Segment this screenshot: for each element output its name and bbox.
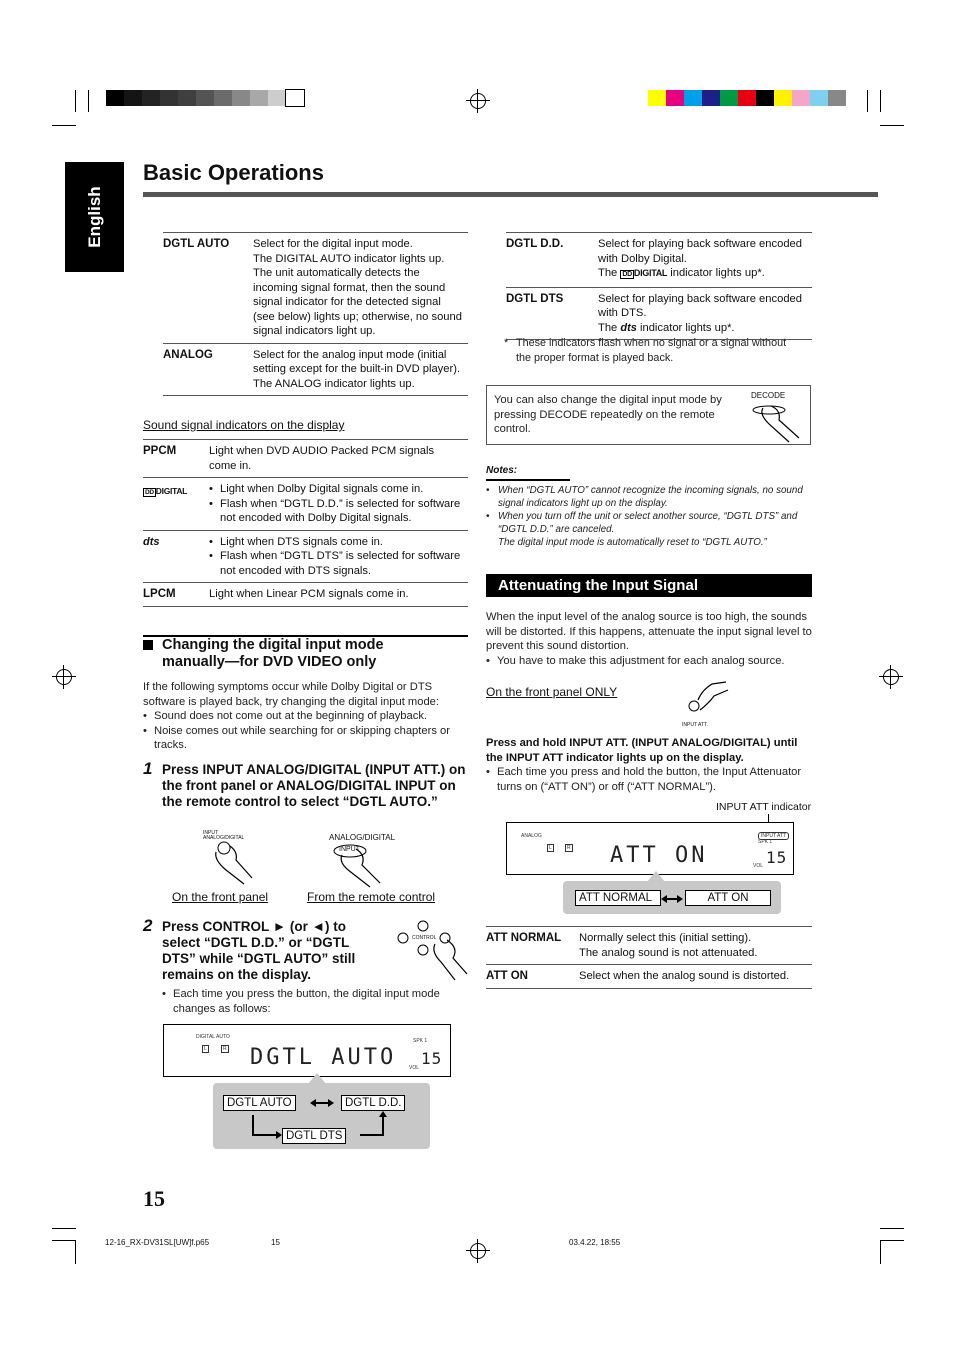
decode-tip-box	[486, 385, 811, 445]
crop-mark	[880, 1240, 881, 1264]
mode-dgtl-auto: DGTL AUTO	[223, 1095, 296, 1111]
table-row	[143, 530, 468, 583]
crop-mark	[880, 90, 881, 112]
description	[209, 478, 468, 531]
table-row	[143, 440, 468, 478]
dolby-digital-logo-icon: DD DIGITAL	[143, 478, 209, 531]
color-swatch	[828, 90, 846, 106]
display-panel	[163, 1024, 451, 1077]
list-item: • You have to make this adjustment for each analog source.	[486, 654, 812, 669]
notes-list: • When “DGTL AUTO” cannot recognize the incoming signals, no sound signal indicators light up on the display. • When you turn off the unit or select another source, “DGTL DTS” and “DGTL D.D.” are canceled. The digital input mode is automatically reset to “DGTL AUTO.”	[486, 485, 803, 548]
changing-intro: If the following symptoms occur while Dolby Digital or DTS software is played back, try changing the digital input mode: • Sound does not come out at the beginning of playback. • Noise comes out while searching for or skipping chapters or tracks.	[143, 680, 468, 753]
term: ANALOG	[163, 343, 253, 396]
list-item: • Flash when “DGTL D.D.” is selected for software not encoded with Dolby Digital signals.	[209, 497, 464, 526]
display-indicator: ANALOG	[521, 833, 542, 839]
step2-bullet	[162, 987, 467, 1016]
input-att-button-label: INPUT ATT.	[682, 722, 708, 728]
dts-logo-icon: dts	[143, 530, 209, 583]
display-vol-label: VOL	[753, 863, 764, 869]
display-r: R	[567, 845, 571, 851]
color-swatch	[684, 90, 702, 106]
footer-file: 12-16_RX-DV31SL[UW]f.p65	[105, 1238, 210, 1247]
color-swatch	[232, 90, 250, 106]
step-number: 1	[143, 759, 153, 778]
table-row	[163, 343, 468, 396]
input-att-indicator-label: INPUT ATT indicator	[716, 801, 812, 813]
table-row	[143, 583, 468, 607]
left-arrow-icon: ◄	[311, 919, 326, 934]
mode-att-on: ATT ON	[685, 890, 771, 906]
display-main-text: DGTL AUTO	[250, 1045, 397, 1070]
decode-button-label: DECODE	[751, 391, 786, 400]
description-line: indicator lights up*.	[670, 267, 765, 279]
crop-mark	[52, 1228, 76, 1229]
dolby-digital-logo-icon: DD DIGITAL	[622, 268, 668, 278]
input-mode-table	[163, 232, 468, 396]
step2-instruction: Press CONTROL ► (or ◄) to select “DGTL D.D.” or “DGTL DTS” while “DGTL AUTO” still remains on the display.	[162, 919, 356, 982]
remote-button-label: ANALOG/DIGITAL	[329, 833, 396, 842]
color-swatch	[124, 90, 142, 106]
term: DGTL DTS	[506, 287, 598, 340]
registration-mark-icon	[470, 1243, 486, 1259]
registration-mark-icon	[470, 93, 486, 109]
pointer-triangle	[647, 871, 665, 882]
pointer-triangle	[308, 1073, 326, 1084]
description	[209, 530, 468, 583]
note-item: When you turn off the unit or select another source, “DGTL DTS” and “DGTL D.D.” are canceled. The digital input mode is automatically reset to “DGTL AUTO.”	[498, 511, 798, 548]
description-line: Select for playing back software encoded with DTS.	[598, 292, 802, 319]
description: Select for the digital input mode. The DIGITAL AUTO indicator lights up. The unit automatically detects the incoming signal format, then the sound signal indicator for the detected signal (see below) lights up; otherwise, no sound signal indicators light up.	[253, 233, 468, 344]
mode-att-normal: ATT NORMAL	[575, 890, 661, 906]
color-swatch	[286, 90, 304, 106]
control-button-finger-icon	[395, 918, 469, 982]
footer-date: 03.4.22, 18:55	[569, 1238, 621, 1247]
step-number: 2	[143, 916, 153, 935]
crop-mark	[880, 1228, 904, 1229]
attenuating-intro: When the input level of the analog source is too high, the sounds will be distorted. If this happens, attenuate the input signal level to prevent this sound distortion. • You have to make this adjustment for each analog source.	[486, 610, 812, 668]
input-att-badge: INPUT ATT	[758, 832, 789, 840]
front-panel-finger-icon	[200, 838, 256, 886]
front-button-label: INPUT ANALOG/DIGITAL	[203, 830, 245, 841]
crop-mark	[880, 125, 904, 126]
crop-mark	[52, 1240, 76, 1241]
term: ATT NORMAL	[486, 927, 579, 965]
attenuating-heading: Attenuating the Input Signal	[486, 574, 812, 597]
language-label: English	[84, 186, 104, 248]
att-display-panel	[506, 822, 794, 875]
description-line: The	[598, 267, 618, 279]
list-item: • Noise comes out while searching for or skipping chapters or tracks.	[143, 724, 468, 753]
list-item: • Light when Dolby Digital signals come in.	[209, 482, 464, 497]
table-row	[143, 478, 468, 531]
color-swatch	[214, 90, 232, 106]
crop-mark	[880, 1240, 904, 1241]
color-swatch	[810, 90, 828, 106]
color-swatch	[666, 90, 684, 106]
att-instruction: Press and hold INPUT ATT. (INPUT ANALOG/DIGITAL) until the INPUT ATT indicator lights up on the display.	[486, 737, 798, 764]
notes-heading: Notes:	[486, 465, 518, 476]
description	[598, 287, 812, 340]
finger-press-icon	[749, 400, 807, 444]
att-table	[486, 926, 812, 989]
mode-dgtl-dd: DGTL D.D.	[341, 1095, 405, 1111]
list-item: • Each time you press the button, the digital input mode changes as follows:	[162, 987, 467, 1016]
color-swatch	[702, 90, 720, 106]
crop-mark	[75, 1240, 76, 1264]
description: Select for the analog input mode (initial setting except for the built-in DVD player). The ANALOG indicator lights up.	[253, 343, 468, 396]
display-main-text: ATT ON	[610, 843, 708, 868]
page-number: 15	[143, 1186, 165, 1211]
step1-instruction: Press INPUT ANALOG/DIGITAL (INPUT ATT.) on the front panel or ANALOG/DIGITAL INPUT on the remote control to select “DGTL AUTO.”	[162, 762, 466, 809]
indicator-ppcm: PPCM	[143, 440, 209, 478]
color-swatch	[160, 90, 178, 106]
double-arrow-icon	[660, 892, 684, 906]
display-vol-label: VOL	[409, 1065, 420, 1071]
crop-mark	[88, 90, 89, 112]
description-line: Select for playing back software encoded with Dolby Digital.	[598, 238, 802, 265]
att-instruction-bullet	[486, 765, 812, 794]
control-label: CONTROL	[412, 935, 437, 941]
display-spk: SPK 1	[413, 1038, 428, 1044]
color-swatch	[774, 90, 792, 106]
description	[598, 233, 812, 288]
color-swatch	[268, 90, 286, 106]
color-swatch	[178, 90, 196, 106]
list-item: • Sound does not come out at the beginning of playback.	[143, 709, 468, 724]
footer-file-page: 15	[271, 1238, 280, 1247]
display-l: L	[549, 845, 552, 851]
display-spk: SPK 1	[758, 839, 773, 845]
term: ATT ON	[486, 965, 579, 989]
remote-button-inner: INPUT	[339, 846, 360, 853]
registration-mark-icon	[56, 669, 72, 685]
sound-indicators-heading: Sound signal indicators on the display	[143, 418, 345, 432]
remote-caption: From the remote control	[307, 890, 436, 904]
changing-heading: Changing the digital input mode manually—for DVD VIDEO only	[162, 637, 384, 670]
cycle-arrows-icon	[248, 1095, 388, 1143]
input-att-finger-icon	[674, 680, 730, 724]
table-row	[163, 233, 468, 344]
color-swatch	[648, 90, 666, 106]
description: Select when the analog sound is distorted.	[579, 965, 812, 989]
table-row	[506, 233, 812, 288]
crop-mark	[867, 90, 868, 112]
color-swatch	[756, 90, 774, 106]
square-bullet-icon	[143, 640, 153, 650]
description-line: indicator lights up*.	[640, 321, 735, 334]
display-volume: 15	[421, 1049, 443, 1068]
asterisk-note: * These indicators flash when no signal or a signal without the proper format is played back.	[504, 337, 787, 364]
color-swatch	[720, 90, 738, 106]
dts-logo-icon: dts	[620, 321, 637, 334]
color-swatch	[106, 90, 124, 106]
note-item: When “DGTL AUTO” cannot recognize the incoming signals, no sound signal indicators light up on the display.	[498, 485, 803, 509]
list-item: • Light when DTS signals come in.	[209, 535, 464, 550]
color-swatch	[196, 90, 214, 106]
color-swatch	[142, 90, 160, 106]
crop-mark	[52, 125, 76, 126]
list-item: • Each time you press and hold the button, the Input Attenuator turns on (“ATT ON”) or off (“ATT NORMAL”).	[486, 765, 812, 794]
front-panel-caption: On the front panel	[172, 890, 269, 904]
description: Light when Linear PCM signals come in.	[209, 583, 468, 607]
table-row	[486, 927, 812, 965]
page-title: Basic Operations	[143, 160, 324, 185]
language-tab	[65, 162, 124, 272]
indicator-lpcm: LPCM	[143, 583, 209, 607]
display-indicator: DIGITAL AUTO	[196, 1034, 230, 1040]
display-r: R	[223, 1046, 227, 1052]
sound-indicator-table	[143, 439, 468, 607]
notes-rule	[486, 479, 570, 481]
description: Normally select this (initial setting). The analog sound is not attenuated.	[579, 927, 812, 965]
description: Light when DVD AUDIO Packed PCM signals come in.	[209, 440, 468, 478]
title-rule	[143, 192, 878, 197]
display-volume: 15	[766, 848, 788, 867]
table-row	[506, 287, 812, 340]
color-swatch	[738, 90, 756, 106]
mode-dgtl-dts: DGTL DTS	[282, 1128, 346, 1144]
right-arrow-icon: ►	[272, 919, 287, 934]
front-only-caption: On the front panel ONLY	[486, 685, 618, 699]
term: DGTL AUTO	[163, 233, 253, 344]
table-row	[486, 965, 812, 989]
input-mode-table-right	[506, 232, 812, 340]
color-swatch	[792, 90, 810, 106]
crop-mark	[75, 90, 76, 112]
decode-tip-text: You can also change the digital input mode by pressing DECODE repeatedly on the remote control.	[494, 394, 722, 435]
registration-mark-icon	[883, 669, 899, 685]
display-l: L	[204, 1046, 207, 1052]
term: DGTL D.D.	[506, 233, 598, 288]
list-item: • Flash when “DGTL DTS” is selected for software not encoded with DTS signals.	[209, 549, 464, 578]
description-line: The	[598, 321, 618, 334]
color-swatch	[250, 90, 268, 106]
